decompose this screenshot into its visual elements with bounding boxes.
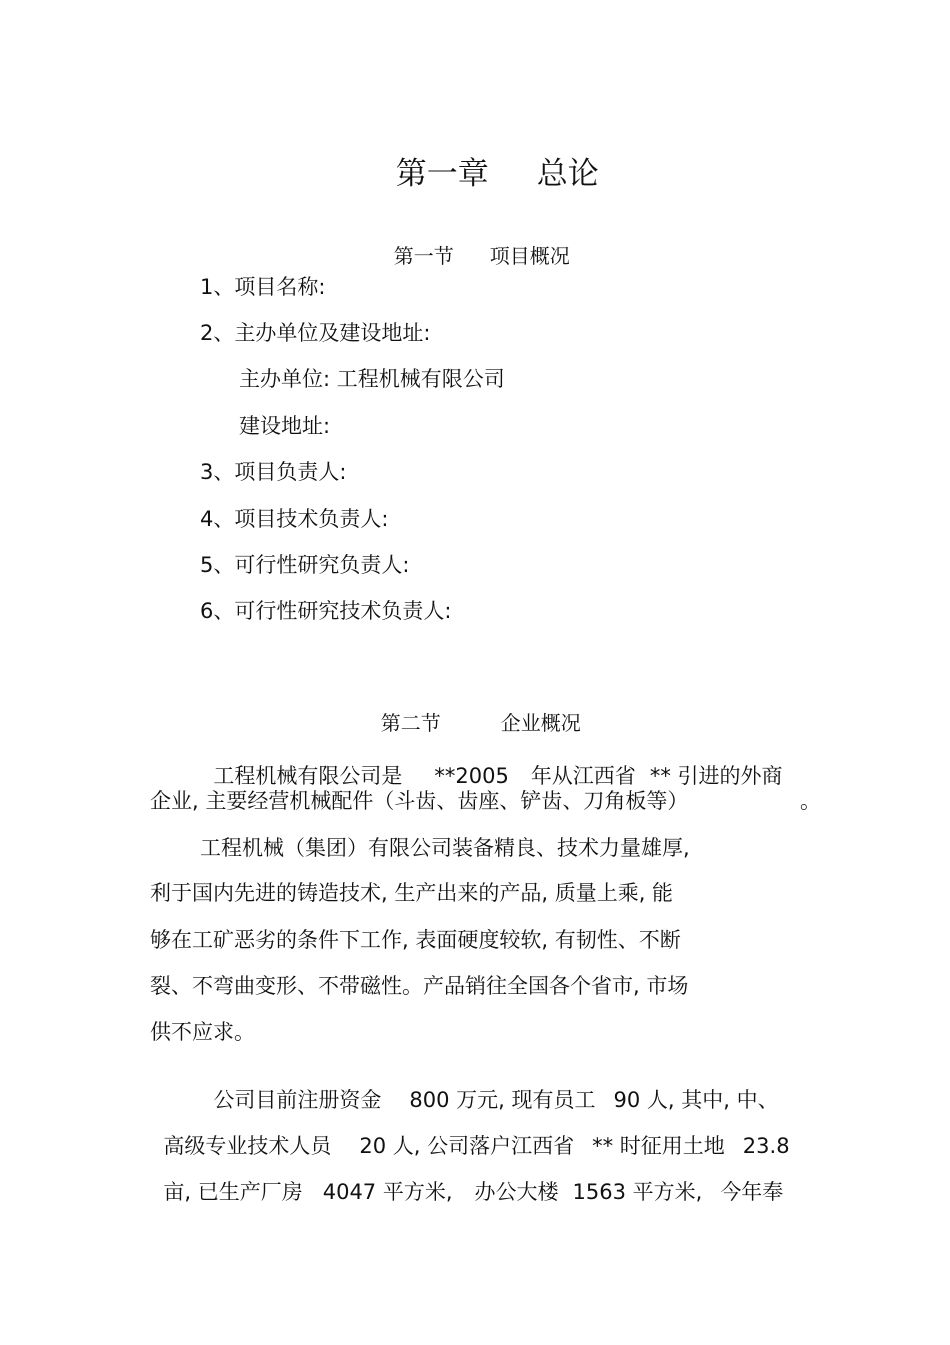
paragraph-line (150, 1115, 790, 1157)
paragraph-line (150, 1161, 783, 1203)
text-fragment: 90 人, 其中, 中、 (613, 1088, 779, 1112)
text-fragment: 4047 平方米, (322, 1180, 453, 1204)
section1-prefix: 第一节 (393, 244, 454, 268)
list-item: 5、可行性研究负责人: (200, 553, 410, 577)
section1-title: 项目概况 (489, 244, 570, 268)
paragraph-line: 够在工矿恶劣的条件下工作, 表面硬度较软, 有韧性、不断 (150, 928, 681, 952)
section1-heading (381, 226, 570, 266)
list-item: 4、项目技术负责人: (200, 507, 389, 531)
list-item: 建设地址: (239, 414, 331, 438)
section2-heading (368, 693, 581, 733)
paragraph-line (200, 745, 783, 787)
paragraph-line: 工程机械（集团）有限公司装备精良、技术力量雄厚, (200, 836, 690, 860)
text-fragment: 亩, 已生产厂房 (163, 1180, 303, 1204)
list-item: 2、主办单位及建设地址: (200, 321, 431, 345)
paragraph-end-mark: 。 (800, 789, 821, 813)
list-item: 3、项目负责人: (200, 460, 347, 484)
text-fragment: ** 时征用土地 (592, 1134, 725, 1158)
chapter-prefix: 第一章 (395, 156, 489, 192)
paragraph-line (200, 1069, 779, 1111)
text-fragment: 23.8 (742, 1134, 790, 1158)
text-fragment: 办公大楼 (474, 1180, 559, 1204)
text-fragment: 公司目前注册资金 (213, 1088, 382, 1112)
list-item: 1、项目名称: (200, 275, 326, 299)
text-fragment: 年从江西省 (530, 764, 636, 788)
section2-prefix: 第二节 (380, 711, 441, 735)
list-item: 6、可行性研究技术负责人: (200, 599, 452, 623)
text-fragment: 今年奉 (720, 1180, 784, 1204)
text-fragment: **2005 (434, 764, 509, 788)
text-fragment: 1563 平方米, (572, 1180, 703, 1204)
paragraph-line: 供不应求。 (150, 1020, 255, 1044)
text-fragment: 20 人, 公司落户江西省 (359, 1134, 575, 1158)
chapter-heading (376, 128, 599, 190)
text-fragment: 800 万元, 现有员工 (409, 1088, 596, 1112)
chapter-title: 总论 (536, 156, 599, 192)
text-fragment: 工程机械有限公司是 (213, 764, 403, 788)
section2-title: 企业概况 (500, 711, 581, 735)
paragraph-line: 企业, 主要经营机械配件（斗齿、齿座、铲齿、刀角板等） (150, 789, 689, 813)
text-fragment: 高级专业技术人员 (163, 1134, 332, 1158)
paragraph-line: 利于国内先进的铸造技术, 生产出来的产品, 质量上乘, 能 (150, 881, 674, 905)
paragraph-line: 裂、不弯曲变形、不带磁性。产品销往全国各个省市, 市场 (150, 974, 689, 998)
list-item: 主办单位: 工程机械有限公司 (239, 367, 505, 391)
text-fragment: ** 引进的外商 (649, 764, 783, 788)
